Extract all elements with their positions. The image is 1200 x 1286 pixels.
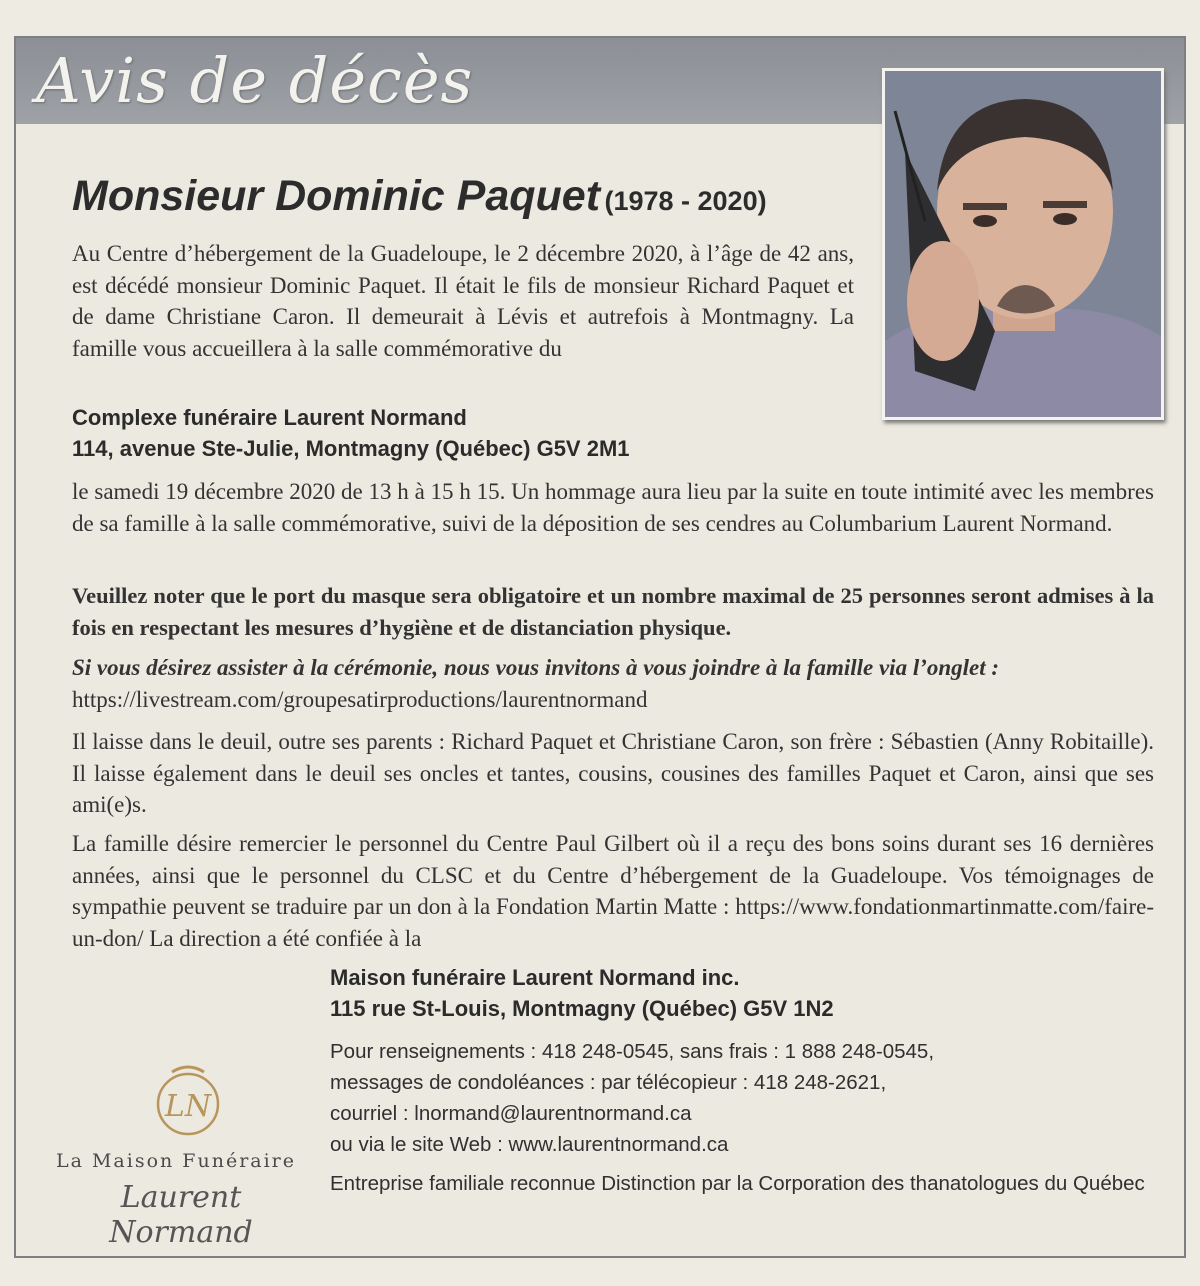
funeral-home-address: 115 rue St-Louis, Montmagny (Québec) G5V 1N2 bbox=[330, 996, 834, 1021]
obituary-frame bbox=[14, 36, 1186, 1258]
contact-fax: messages de condoléances : par télécopieur : 418 248-2621, bbox=[330, 1071, 887, 1094]
logo-monogram-icon bbox=[46, 1058, 316, 1148]
venue-address: 114, avenue Ste-Julie, Montmagny (Québec) G5V 2M1 bbox=[72, 436, 630, 461]
portrait-illustration bbox=[885, 71, 1161, 417]
intro-paragraph: Au Centre d’hébergement de la Guadeloupe, le 2 décembre 2020, à l’âge de 42 ans, est décédé monsieur Dominic Paquet. Il était le fils de monsieur Richard Paquet et de dame Christiane Caron. Il demeurait à Lévis et autrefois à Montmagny. La famille vous accueillera à la salle commémorative du bbox=[72, 241, 854, 361]
venue-name: Complexe funéraire Laurent Normand bbox=[72, 405, 467, 430]
contact-info bbox=[330, 1036, 1130, 1160]
distinction-text: Entreprise familiale reconnue Distinction par la Corporation des thanatologues du Québec bbox=[330, 1172, 1145, 1195]
funeral-home-name: Maison funéraire Laurent Normand inc. bbox=[330, 965, 740, 990]
livestream-invite: Si vous désirez assister à la cérémonie, nous vous invitons à vous joindre à la famille via l’onglet : bbox=[72, 655, 1000, 680]
funeral-home-block bbox=[330, 962, 1130, 1024]
bereaved-paragraph: Il laisse dans le deuil, outre ses parents : Richard Paquet et Christiane Caron, son frère : Sébastien (Anny Robitaille). Il laisse également dans le deuil ses oncles et tantes, cousins, cousines des familles Paquet et Caron, ainsi que ses ami(e)s. bbox=[72, 729, 1154, 817]
contact-email[interactable]: courriel : lnormand@laurentnormand.ca bbox=[330, 1102, 692, 1125]
funeral-home-logo bbox=[46, 1058, 316, 1248]
venue-block bbox=[72, 402, 872, 464]
logo-name: Laurent Normand bbox=[109, 1180, 253, 1250]
contact-phone: Pour renseignements : 418 248-0545, sans frais : 1 888 248-0545, bbox=[330, 1040, 935, 1063]
livestream-block bbox=[72, 652, 1154, 715]
contact-website[interactable]: ou via le site Web : www.laurentnormand.ca bbox=[330, 1133, 729, 1156]
portrait-photo bbox=[882, 68, 1164, 420]
livestream-link[interactable]: https://livestream.com/groupesatirproductions/laurentnormand bbox=[72, 686, 648, 712]
banner-title: Avis de décès bbox=[36, 44, 474, 117]
logo-tagline: La Maison Funéraire bbox=[55, 1150, 297, 1172]
service-paragraph: le samedi 19 décembre 2020 de 13 h à 15 h 15. Un hommage aura lieu par la suite en toute intimité avec les membres de sa famille à la salle commémorative, suivi de la déposition de ses cendres au Columbarium Laurent Normand. bbox=[72, 479, 1154, 536]
logo-monogram-text: LN bbox=[164, 1089, 212, 1124]
deceased-heading bbox=[72, 172, 872, 221]
thanks-paragraph: La famille désire remercier le personnel du Centre Paul Gilbert où il a reçu des bons soins durant ses 16 dernières années, ainsi que le personnel du CLSC et du Centre d’hébergement de la Guadeloupe. Vos témoignages de sympathie peuvent se traduire par un don à la Fondation Martin Matte : https://www.fondationmartinmatte.com/faire-un-don/ La direction a été confiée à la bbox=[72, 831, 1154, 951]
deceased-name: Monsieur Dominic Paquet bbox=[72, 172, 601, 220]
deceased-years: (1978 - 2020) bbox=[604, 186, 767, 216]
mask-notice: Veuillez noter que le port du masque sera obligatoire et un nombre maximal de 25 personnes seront admises à la fois en respectant les mesures d’hygiène et de distanciation physique. bbox=[72, 583, 1154, 640]
